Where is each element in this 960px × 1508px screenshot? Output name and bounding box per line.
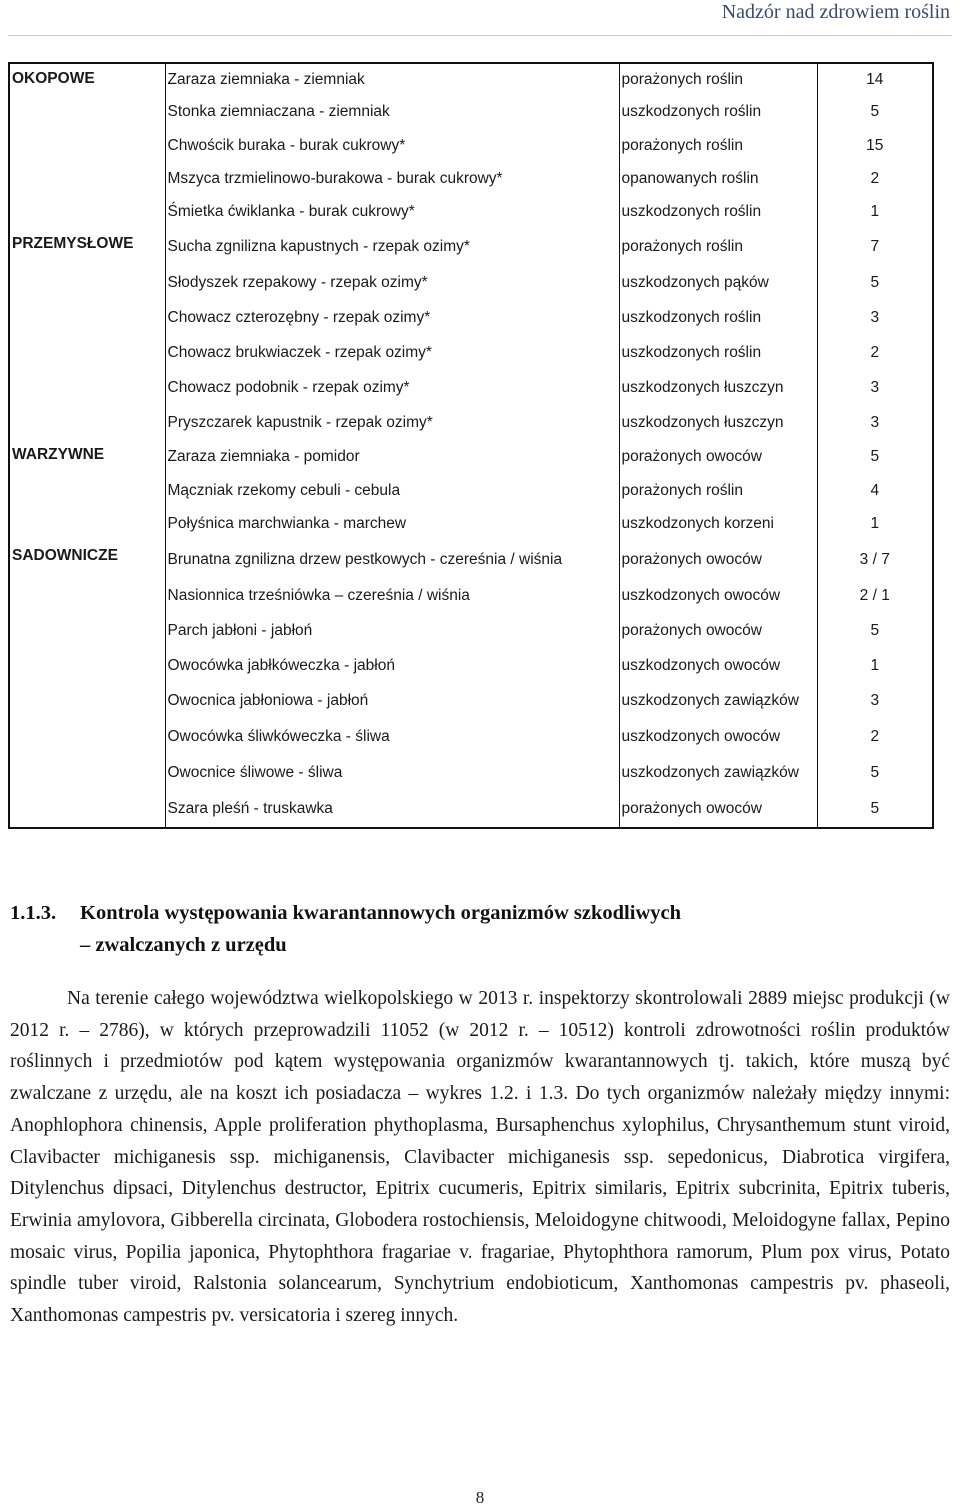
table-row (9, 405, 933, 440)
unit-cell: uszkodzonych owoców (619, 648, 817, 683)
unit-cell: porażonych roślin (619, 474, 817, 507)
category-cell: SADOWNICZE (9, 541, 165, 578)
value-cell: 5 (817, 613, 933, 648)
table-row (9, 95, 933, 129)
pest-cell: Połyśnica marchwianka - marchew (165, 507, 619, 541)
table-row (9, 683, 933, 719)
pest-cell: Parch jabłoni - jabłoń (165, 613, 619, 648)
pest-cell: Owocnica jabłoniowa - jabłoń (165, 683, 619, 719)
pest-cell: Owocówka jabłkóweczka - jabłoń (165, 648, 619, 683)
header-rule (8, 35, 952, 36)
section-heading (10, 897, 681, 961)
category-cell (9, 790, 165, 828)
unit-cell: uszkodzonych owoców (619, 578, 817, 613)
pest-cell: Chowacz brukwiaczek - rzepak ozimy* (165, 335, 619, 370)
table-row (9, 474, 933, 507)
pest-cell: Chwościk buraka - burak cukrowy* (165, 129, 619, 162)
pest-cell: Stonka ziemniaczana - ziemniak (165, 95, 619, 129)
value-cell: 1 (817, 195, 933, 229)
value-cell: 3 (817, 300, 933, 335)
unit-cell: uszkodzonych owoców (619, 719, 817, 755)
pest-cell: Zaraza ziemniaka - ziemniak (165, 63, 619, 95)
unit-cell: uszkodzonych zawiązków (619, 755, 817, 790)
pest-table (8, 62, 934, 829)
value-cell: 3 (817, 370, 933, 405)
category-cell (9, 405, 165, 440)
value-cell: 4 (817, 474, 933, 507)
value-cell: 2 / 1 (817, 578, 933, 613)
unit-cell: porażonych owoców (619, 613, 817, 648)
category-cell: WARZYWNE (9, 440, 165, 474)
table-row (9, 129, 933, 162)
category-cell (9, 719, 165, 755)
value-cell: 3 (817, 405, 933, 440)
table-row (9, 229, 933, 265)
table-row (9, 162, 933, 195)
table-row (9, 63, 933, 95)
pest-table-body (9, 63, 933, 828)
section-number: 1.1.3. (10, 902, 57, 924)
pest-cell: Słodyszek rzepakowy - rzepak ozimy* (165, 265, 619, 300)
value-cell: 1 (817, 648, 933, 683)
value-cell: 7 (817, 229, 933, 265)
category-cell (9, 265, 165, 300)
category-cell (9, 507, 165, 541)
category-cell (9, 95, 165, 129)
value-cell: 15 (817, 129, 933, 162)
unit-cell: uszkodzonych roślin (619, 95, 817, 129)
unit-cell: porażonych roślin (619, 129, 817, 162)
unit-cell: uszkodzonych zawiązków (619, 683, 817, 719)
pest-cell: Szara pleśń - truskawka (165, 790, 619, 828)
section-title-line1: Kontrola występowania kwarantannowych organizmów szkodliwych (80, 902, 681, 924)
value-cell: 1 (817, 507, 933, 541)
table-row (9, 265, 933, 300)
pest-cell: Pryszczarek kapustnik - rzepak ozimy* (165, 405, 619, 440)
category-cell (9, 370, 165, 405)
category-cell (9, 755, 165, 790)
category-cell (9, 474, 165, 507)
unit-cell: porażonych owoców (619, 790, 817, 828)
pest-cell: Mączniak rzekomy cebuli - cebula (165, 474, 619, 507)
value-cell: 5 (817, 265, 933, 300)
body-paragraph (10, 983, 950, 1332)
table-row (9, 370, 933, 405)
table-row (9, 541, 933, 578)
value-cell: 14 (817, 63, 933, 95)
unit-cell: uszkodzonych łuszczyn (619, 405, 817, 440)
category-cell (9, 683, 165, 719)
table-row (9, 195, 933, 229)
category-cell (9, 648, 165, 683)
table-row (9, 719, 933, 755)
table-row (9, 790, 933, 828)
unit-cell: opanowanych roślin (619, 162, 817, 195)
category-cell: PRZEMYSŁOWE (9, 229, 165, 265)
unit-cell: porażonych roślin (619, 63, 817, 95)
unit-cell: uszkodzonych roślin (619, 335, 817, 370)
body-paragraph-text: Na terenie całego województwa wielkopolskiego w 2013 r. inspektorzy skontrolowali 2889 miejsc produkcji (w 2012 r. – 2786), w których przeprowadzili 11052 (w 2012 r. – 10512) kontroli zdrowotności roślin produktów roślinnych i przedmiotów pod kątem występowania organizmów kwarantannowych tj. takich, które muszą być zwalczane z urzędu, ale na koszt ich posiadacza – wykres 1.2. i 1.3. Do tych organizmów należały między innymi: Anophlophora chinensis, Apple proliferation phythoplasma, Bursaphenchus xylophilus, Chrysanthemum stunt viroid, Clavibacter michiganesis ssp. michiganensis, Clavibacter michiganesis ssp. sepedonicus, Diabrotica virgifera, Ditylenchus dipsaci, Ditylenchus destructor, Epitrix cucumeris, Epitrix similaris, Epitrix subcrinita, Epitrix tuberis, Erwinia amylovora, Gibberella circinata, Globodera rostochiensis, Meloidogyne chitwoodi, Meloidogyne fallax, Pepino mosaic virus, Popilia japonica, Phytophthora fragariae v. fragariae, Phytophthora ramorum, Plum pox virus, Potato spindle tuber viroid, Ralstonia solancearum, Synchytrium endobioticum, Xanthomonas campestris pv. phaseoli, Xanthomonas campestris pv. versicatoria i szereg innych. (10, 988, 950, 1327)
category-cell (9, 300, 165, 335)
pest-cell: Zaraza ziemniaka - pomidor (165, 440, 619, 474)
value-cell: 2 (817, 719, 933, 755)
category-cell (9, 613, 165, 648)
table-row (9, 648, 933, 683)
table-row (9, 300, 933, 335)
value-cell: 3 / 7 (817, 541, 933, 578)
unit-cell: uszkodzonych roślin (619, 195, 817, 229)
category-cell (9, 335, 165, 370)
running-header: Nadzór nad zdrowiem roślin (721, 1, 950, 23)
page-number: 8 (475, 1488, 485, 1507)
unit-cell: uszkodzonych pąków (619, 265, 817, 300)
table-row (9, 755, 933, 790)
pest-cell: Mszyca trzmielinowo-burakowa - burak cukrowy* (165, 162, 619, 195)
unit-cell: porażonych owoców (619, 541, 817, 578)
pest-cell: Śmietka ćwiklanka - burak cukrowy* (165, 195, 619, 229)
value-cell: 3 (817, 683, 933, 719)
unit-cell: uszkodzonych roślin (619, 300, 817, 335)
table-row (9, 613, 933, 648)
category-cell (9, 195, 165, 229)
table-row (9, 578, 933, 613)
category-cell (9, 578, 165, 613)
value-cell: 2 (817, 335, 933, 370)
pest-cell: Chowacz czterozębny - rzepak ozimy* (165, 300, 619, 335)
pest-cell: Nasionnica trześniówka – czereśnia / wiśnia (165, 578, 619, 613)
table-row (9, 335, 933, 370)
category-cell (9, 129, 165, 162)
unit-cell: porażonych owoców (619, 440, 817, 474)
pest-cell: Chowacz podobnik - rzepak ozimy* (165, 370, 619, 405)
pest-cell: Brunatna zgnilizna drzew pestkowych - czereśnia / wiśnia (165, 541, 619, 578)
pest-cell: Owocówka śliwkóweczka - śliwa (165, 719, 619, 755)
value-cell: 5 (817, 790, 933, 828)
value-cell: 5 (817, 440, 933, 474)
table-row (9, 507, 933, 541)
section-title-line2: – zwalczanych z urzędu (80, 934, 287, 956)
value-cell: 5 (817, 755, 933, 790)
unit-cell: uszkodzonych korzeni (619, 507, 817, 541)
unit-cell: uszkodzonych łuszczyn (619, 370, 817, 405)
unit-cell: porażonych roślin (619, 229, 817, 265)
category-cell (9, 162, 165, 195)
pest-cell: Sucha zgnilizna kapustnych - rzepak ozimy* (165, 229, 619, 265)
value-cell: 5 (817, 95, 933, 129)
pest-cell: Owocnice śliwowe - śliwa (165, 755, 619, 790)
table-row (9, 440, 933, 474)
category-cell: OKOPOWE (9, 63, 165, 95)
value-cell: 2 (817, 162, 933, 195)
